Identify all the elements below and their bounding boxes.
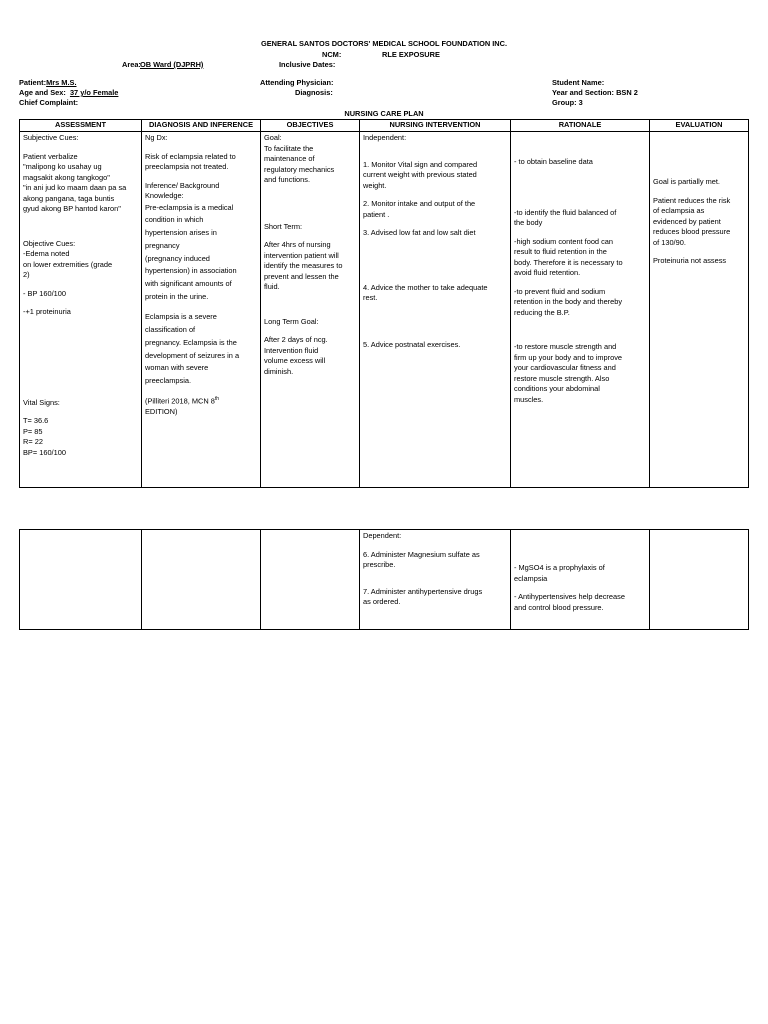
inference-line: (pregnancy induced [145,253,210,263]
diagnosis-label: Diagnosis: [295,88,333,97]
objective-line: on lower extremities (grade [23,259,113,269]
column-header-objectives: OBJECTIVES [261,120,360,132]
reference-line: (Pilliteri 2018, MCN 8th [145,395,219,406]
plan-title: NURSING CARE PLAN [344,109,424,118]
goal-line: maintenance of [264,154,315,164]
rationale-line: - to obtain baseline data [514,157,593,166]
eclampsia-line: classification of [145,325,196,335]
inference-title: Inference/ Background [145,180,220,190]
rationale-line: conditions your abdominal [514,384,600,394]
evaluation-line: of 130/90. [653,237,686,247]
eclampsia-line: Eclampsia is a severe [145,312,217,322]
rationale-line: restore muscle strength. Also [514,373,610,383]
vital-respiration: R= 22 [23,437,43,447]
subjective-line: gyud akong BP hantod karon" [23,204,121,214]
objective-bp: - BP 160/100 [23,288,67,298]
inference-line: protein in the urine. [145,291,209,301]
assessment-cell [20,132,142,488]
inference-line: hypertension) in association [145,266,237,276]
dependent-rationale-cell [511,530,650,630]
vital-pulse: P= 85 [23,426,43,436]
long-term-line: Intervention fluid [264,345,319,355]
care-plan-continuation-table [19,529,749,630]
evaluation-cell-empty [650,530,749,630]
ncm-label: NCM: [322,50,342,59]
subjective-line: akong pangana, taga buntis [23,193,115,203]
column-header-evaluation: EVALUATION [650,120,749,132]
intervention-line: 3. Advised low fat and low salt diet [363,228,476,238]
eclampsia-line: pregnancy. Eclampsia is the [145,337,237,347]
rationale-line: eclampsia [514,573,548,583]
diagnosis-line: preeclampsia not treated. [145,162,229,172]
nursing-diagnosis-title: Ng Dx: [145,133,168,142]
eclampsia-line: preeclampsia. [145,376,192,386]
subjective-line: "malipong ko usahay ug [23,162,102,172]
inference-line: condition in which [145,215,204,225]
inference-line: pregnancy [145,240,180,250]
patient-value: Mrs M.S. [46,78,77,87]
intervention-line: 6. Administer Magnesium sulfate as [363,549,480,559]
intervention-line: 1. Monitor Vital sign and compared [363,159,478,169]
subjective-cues-title: Subjective Cues: [23,133,79,142]
evaluation-line: reduces blood pressure [653,227,731,237]
long-term-title: Long Term Goal: [264,316,319,326]
vital-blood-pressure: BP= 160/100 [23,447,66,457]
inference-line: hypertension arises in [145,228,217,238]
column-header-assessment: ASSESSMENT [20,120,142,132]
objectives-cell [261,132,360,488]
year-section-label: Year and Section: BSN 2 [552,88,638,97]
vital-temperature: T= 36.6 [23,416,49,426]
reference-line: EDITION) [145,406,178,416]
age-sex-value: 37 y/o Female [69,88,119,97]
subjective-line: "in ani jud ko maam daan pa sa [23,183,127,193]
short-term-line: intervention patient will [264,250,339,260]
long-term-line: After 2 days of ncg. [264,335,328,345]
intervention-line: 7. Administer antihypertensive drugs [363,586,483,596]
patient-label: Patient:Mrs M.S. [19,78,77,87]
column-header-intervention: NURSING INTERVENTION [360,120,511,132]
rationale-line: -high sodium content food can [514,236,614,246]
goal-line: regulatory mechanics [264,164,335,174]
intervention-line: current weight with previous stated [363,170,477,180]
school-title: GENERAL SANTOS DOCTORS' MEDICAL SCHOOL FOUNDATION INC. [260,39,508,48]
care-plan-table [19,119,749,488]
rationale-cell [511,132,650,488]
column-header-rationale: RATIONALE [511,120,650,132]
evaluation-line: Goal is partially met. [653,177,720,186]
attending-physician-label: Attending Physician: [260,78,334,87]
chief-complaint-label: Chief Complaint: [19,98,79,107]
rationale-line: retention in the body and thereby [514,297,623,307]
inference-line: with significant amounts of [145,278,232,288]
dependent-row [20,530,749,630]
rationale-line: - MgSO4 is a prophylaxis of [514,563,605,572]
rationale-line: firm up your body and to improve [514,352,623,362]
area-value: OB Ward (DJPRH) [140,60,204,69]
group-label: Group: 3 [552,98,583,107]
rationale-line: avoid fluid retention. [514,268,581,278]
evaluation-cell [650,132,749,488]
rationale-line: -to restore muscle strength and [514,342,617,352]
inference-line: Pre-eclampsia is a medical [145,202,234,212]
rationale-line: result to fluid retention in the [514,247,607,257]
intervention-line: as ordered. [363,597,401,607]
rle-exposure-label: RLE EXPOSURE [382,50,440,59]
long-term-line: diminish. [264,366,294,376]
inclusive-dates-label: Inclusive Dates: [279,60,336,69]
rationale-line: the body [514,218,543,228]
age-sex-label: Age and Sex: 37 y/o Female [19,88,119,97]
short-term-line: identify the measures to [264,261,343,271]
subjective-line: magsakit akong tangkogo" [23,172,110,182]
rationale-line: - Antihypertensives help decrease [514,592,625,602]
objective-line: 2) [23,270,30,280]
vital-signs-title: Vital Signs: [23,397,60,407]
intervention-line: 4. Advice the mother to take adequate [363,282,488,292]
intervention-line: prescribe. [363,560,396,570]
intervention-line: patient . [363,209,390,219]
eclampsia-line: development of seizures in a [145,350,240,360]
evaluation-line: of eclampsia as [653,206,705,216]
independent-title: Independent: [363,133,407,142]
short-term-line: prevent and lessen the [264,271,339,281]
goal-line: To facilitate the [264,143,314,153]
rationale-line: -to identify the fluid balanced of [514,207,617,217]
subjective-line: Patient verbalize [23,151,78,161]
rationale-line: muscles. [514,394,544,404]
inference-title: Knowledge: [145,191,184,201]
short-term-line: After 4hrs of nursing [264,240,331,250]
objective-cues-title: Objective Cues: [23,238,76,248]
goal-title: Goal: [264,133,282,142]
objectives-cell-empty [261,530,360,630]
evaluation-line: Proteinuria not assess [653,256,727,266]
intervention-line: weight. [363,180,387,190]
care-plan-row [20,132,749,488]
intervention-cell [360,132,511,488]
evaluation-line: Patient reduces the risk [653,195,731,205]
rationale-line: reducing the B.P. [514,307,570,317]
column-header-row [20,120,749,132]
intervention-line: 2. Monitor intake and output of the [363,199,476,209]
goal-line: and functions. [264,175,311,185]
area-label: Area: [122,60,141,69]
dependent-intervention-cell [360,530,511,630]
evaluation-line: evidenced by patient [653,216,721,226]
short-term-line: fluid. [264,282,280,292]
rationale-line: -to prevent fluid and sodium [514,286,606,296]
objective-line: -Edema noted [23,249,70,259]
column-header-diagnosis: DIAGNOSIS AND INFERENCE [142,120,261,132]
rationale-line: your cardiovascular fitness and [514,363,616,373]
rationale-line: body. Therefore it is necessary to [514,257,623,267]
student-name-label: Student Name: [552,78,605,87]
intervention-line: rest. [363,293,378,303]
eclampsia-line: woman with severe [145,363,209,373]
assessment-cell-empty [20,530,142,630]
objective-proteinuria: -+1 proteinuria [23,307,71,317]
short-term-title: Short Term: [264,221,303,231]
diagnosis-line: Risk of eclampsia related to [145,151,236,161]
long-term-line: volume excess will [264,356,326,366]
intervention-line: 5. Advice postnatal exercises. [363,339,461,349]
diagnosis-cell-empty [142,530,261,630]
rationale-line: and control blood pressure. [514,602,604,612]
diagnosis-cell [142,132,261,488]
dependent-title: Dependent: [363,531,402,540]
